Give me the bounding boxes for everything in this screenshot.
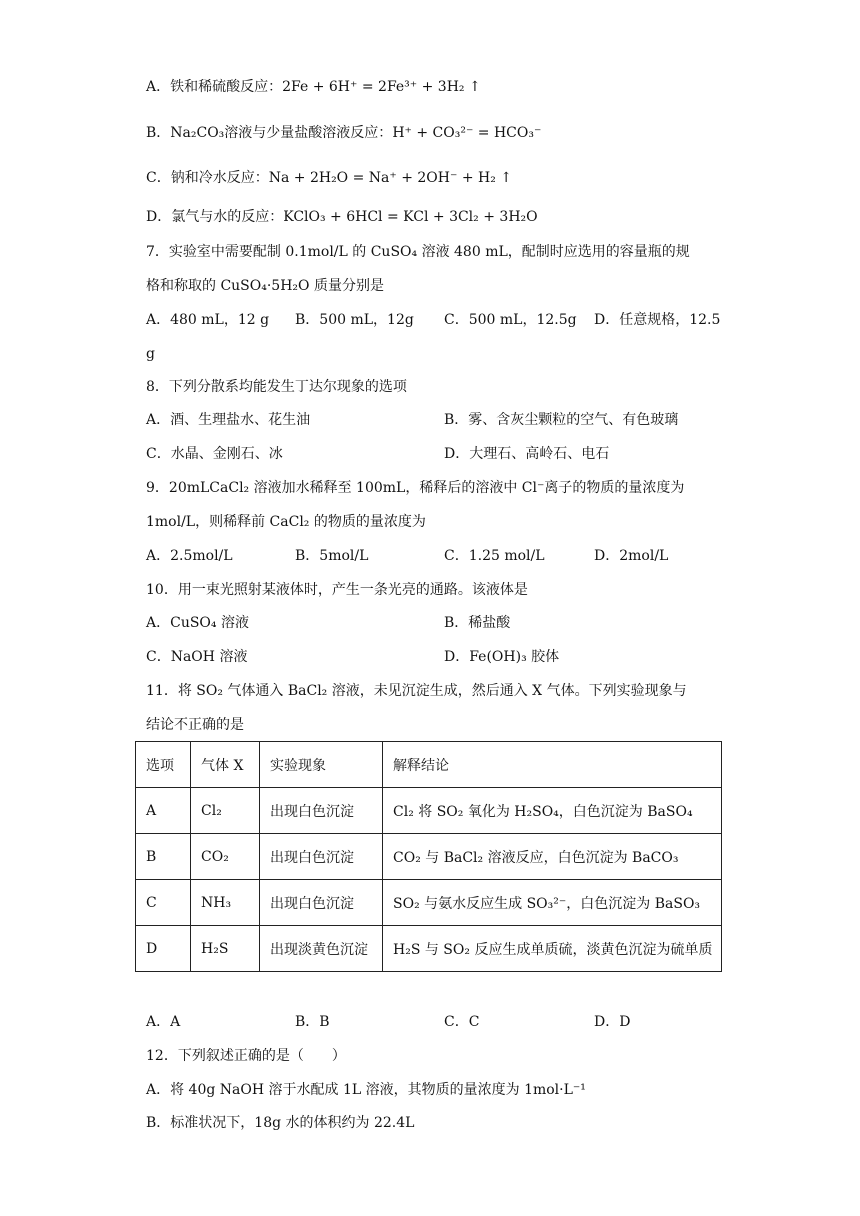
q8-option-d: D．大理石、高岭石、电石 [444,446,610,462]
q11-stem-line2: 结论不正确的是 [146,717,244,733]
q9-option-a: A．2.5mol/L [146,548,233,564]
table-cell: 出现淡黄色沉淀 [260,926,383,972]
q7-stem-line1: 7．实验室中需要配制 0.1mol/L 的 CuSO₄ 溶液 480 mL，配制时应选用的容量瓶的规 [146,244,690,260]
table-cell: SO₂ 与氨水反应生成 SO₃²⁻，白色沉淀为 BaSO₃ [383,880,722,926]
table-row [136,788,722,834]
q8-option-b: B．雾、含灰尘颗粒的空气、有色玻璃 [444,412,679,428]
q6-option-c: C．钠和冷水反应：Na + 2H₂O = Na⁺ + 2OH⁻ + H₂ ↑ [146,170,513,186]
table-row [136,926,722,972]
table-cell: H₂S 与 SO₂ 反应生成单质硫，淡黄色沉淀为硫单质 [383,926,722,972]
table-cell: CO₂ 与 BaCl₂ 溶液反应，白色沉淀为 BaCO₃ [383,834,722,880]
q11-option-d: D．D [594,1014,631,1030]
q7-option-b: B．500 mL，12g [295,312,414,328]
q9-stem-line1: 9．20mLCaCl₂ 溶液加水稀释至 100mL，稀释后的溶液中 Cl⁻离子的物质的量浓度为 [146,480,685,496]
q12-option-a: A．将 40g NaOH 溶于水配成 1L 溶液，其物质的量浓度为 1mol·L⁻¹ [146,1082,586,1098]
table-cell: CO₂ [191,834,260,880]
q8-option-a: A．酒、生理盐水、花生油 [146,412,311,428]
q7-option-d: D．任意规格，12.5 [594,312,721,328]
table-cell: 出现白色沉淀 [260,834,383,880]
q11-stem-line1: 11．将 SO₂ 气体通入 BaCl₂ 溶液，未见沉淀生成，然后通入 X 气体。下列实验现象与 [146,683,687,699]
q10-option-a: A．CuSO₄ 溶液 [146,615,249,631]
q10-option-b: B．稀盐酸 [444,615,511,631]
table-header-cell: 解释结论 [383,742,722,788]
table-cell: A [136,788,191,834]
q11-option-b: B．B [295,1014,330,1030]
table-header-row [136,742,722,788]
q9-stem-line2: 1mol/L，则稀释前 CaCl₂ 的物质的量浓度为 [146,514,426,530]
table-header-cell: 选项 [136,742,191,788]
q8-option-c: C．水晶、金刚石、冰 [146,446,283,462]
q6-option-d: D．氯气与水的反应：KClO₃ + 6HCl = KCl + 3Cl₂ + 3H₂O [146,209,538,225]
q12-stem: 12．下列叙述正确的是（ ） [146,1048,346,1064]
q11-option-c: C．C [444,1014,480,1030]
q9-option-b: B．5mol/L [295,548,369,564]
table-header-cell: 实验现象 [260,742,383,788]
table-row [136,834,722,880]
q8-stem: 8．下列分散系均能发生丁达尔现象的选项 [146,379,407,395]
q7-option-a: A．480 mL，12 g [146,312,270,328]
q6-option-b: B．Na₂CO₃溶液与少量盐酸溶液反应：H⁺ + CO₃²⁻ = HCO₃⁻ [146,125,542,141]
q6-option-a: A．铁和稀硫酸反应：2Fe + 6H⁺ = 2Fe³⁺ + 3H₂ ↑ [146,79,481,95]
q9-option-c: C．1.25 mol/L [444,548,545,564]
q12-option-b: B．标准状况下，18g 水的体积约为 22.4L [146,1115,415,1131]
table-cell: 出现白色沉淀 [260,880,383,926]
q11-option-a: A．A [146,1014,181,1030]
table-cell: H₂S [191,926,260,972]
q7-stem-line2: 格和称取的 CuSO₄·5H₂O 质量分别是 [146,278,384,294]
table-row [136,880,722,926]
q10-option-c: C．NaOH 溶液 [146,649,248,665]
table-cell: Cl₂ [191,788,260,834]
table-cell: 出现白色沉淀 [260,788,383,834]
table-cell: Cl₂ 将 SO₂ 氧化为 H₂SO₄，白色沉淀为 BaSO₄ [383,788,722,834]
q10-stem: 10．用一束光照射某液体时，产生一条光亮的通路。该液体是 [146,582,528,598]
table-cell: D [136,926,191,972]
q7-option-c: C．500 mL，12.5g [444,312,577,328]
q10-option-d: D．Fe(OH)₃ 胶体 [444,649,560,665]
table-header-cell: 气体 X [191,742,260,788]
table-cell: C [136,880,191,926]
q7-option-d-wrap: g [146,346,155,362]
q9-option-d: D．2mol/L [594,548,669,564]
table-cell: NH₃ [191,880,260,926]
q11-table [135,741,722,972]
table-cell: B [136,834,191,880]
